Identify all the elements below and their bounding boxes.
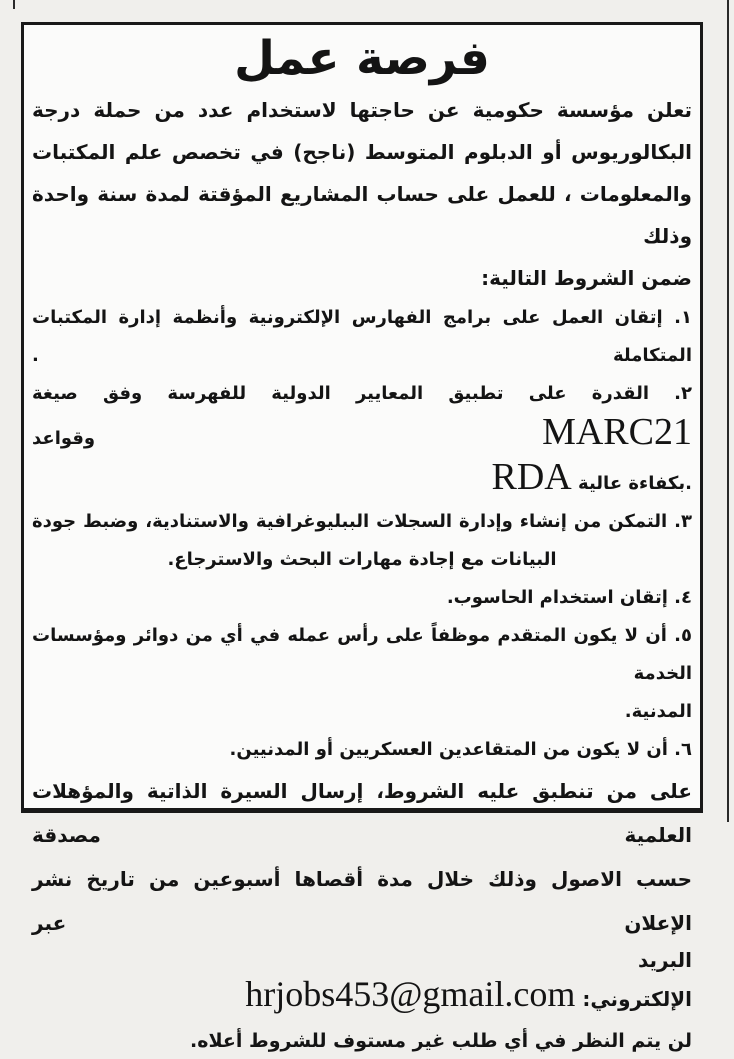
condition-5-line-1 <box>32 617 692 693</box>
closing-line-1 <box>32 769 692 857</box>
closing-line-2 <box>32 857 692 945</box>
ad-title: فرصة عمل <box>234 31 490 86</box>
condition-2-line-2 <box>32 458 692 503</box>
column-rule <box>727 0 729 822</box>
text-run: ضمن الشروط التالية: <box>481 266 692 290</box>
text-run: ٦. أن لا يكون من المتقاعدين العسكريين أو المدنيين. <box>229 739 692 760</box>
text-run: المدنية. <box>624 701 692 722</box>
text-run: والمعلومات ، للعمل على حساب المشاريع المؤقتة لمدة سنة واحدة وذلك <box>32 182 692 248</box>
condition-6 <box>32 731 692 769</box>
text-run: لن يتم النظر في أي طلب غير مستوف للشروط أعلاه. <box>190 1030 692 1052</box>
text-run: وقواعد <box>32 428 543 449</box>
text-run: البيانات مع إجادة مهارات البحث والاسترجاع. <box>167 549 557 570</box>
intro-line-3 <box>32 173 692 257</box>
text-run: ٥. أن لا يكون المتقدم موظفاً على رأس عمله في أي من دوائر ومؤسسات الخدمة <box>32 625 692 684</box>
intro-line-1 <box>32 89 692 131</box>
ad-body <box>32 89 692 1059</box>
latin-term: MARC21 <box>542 411 692 453</box>
adjacent-ad-border-fragment <box>13 0 15 9</box>
intro-line-2 <box>32 131 692 173</box>
text-run: البكالوريوس أو الدبلوم المتوسط (ناجح) في تخصص علم المكتبات <box>32 140 692 164</box>
intro-line-4 <box>32 257 692 299</box>
text-run: بكفاءة عالية. <box>571 473 692 494</box>
job-ad-box <box>21 22 703 1052</box>
condition-5-line-2 <box>32 693 692 731</box>
condition-3-line-1 <box>32 503 692 541</box>
condition-2-line-1 <box>32 375 692 458</box>
text-run: ١. إتقان العمل على برامج الفهارس الإلكترونية وأنظمة إدارة المكتبات المتكاملة . <box>32 307 692 366</box>
text-run: البريد <box>637 948 692 972</box>
email-line <box>32 975 692 1023</box>
text-run: ٤. إتقان استخدام الحاسوب. <box>446 587 692 608</box>
closing-line-3 <box>32 945 692 975</box>
condition-3-line-2 <box>32 541 692 579</box>
latin-term: RDA <box>491 456 572 498</box>
email-address: hrjobs453@gmail.com <box>245 974 576 1014</box>
footer-note <box>32 1023 692 1059</box>
text-run: تعلن مؤسسة حكومية عن حاجتها لاستخدام عدد من حملة درجة <box>32 98 692 122</box>
text-run: ٣. التمكن من إنشاء وإدارة السجلات الببليوغرافية والاستنادية، وضبط جودة <box>32 511 692 532</box>
text-run: على من تنطبق عليه الشروط، إرسال السيرة الذاتية والمؤهلات العلمية مصدقة <box>32 779 692 847</box>
condition-1 <box>32 299 692 375</box>
text-run: ٢. القدرة على تطبيق المعايير الدولية للفهرسة وفق صيغة <box>32 383 692 404</box>
text-run: حسب الاصول وذلك خلال مدة أقصاها أسبوعين من تاريخ نشر الإعلان عبر <box>32 867 692 935</box>
text-run: الإلكتروني: <box>575 987 692 1011</box>
condition-4 <box>32 579 692 617</box>
